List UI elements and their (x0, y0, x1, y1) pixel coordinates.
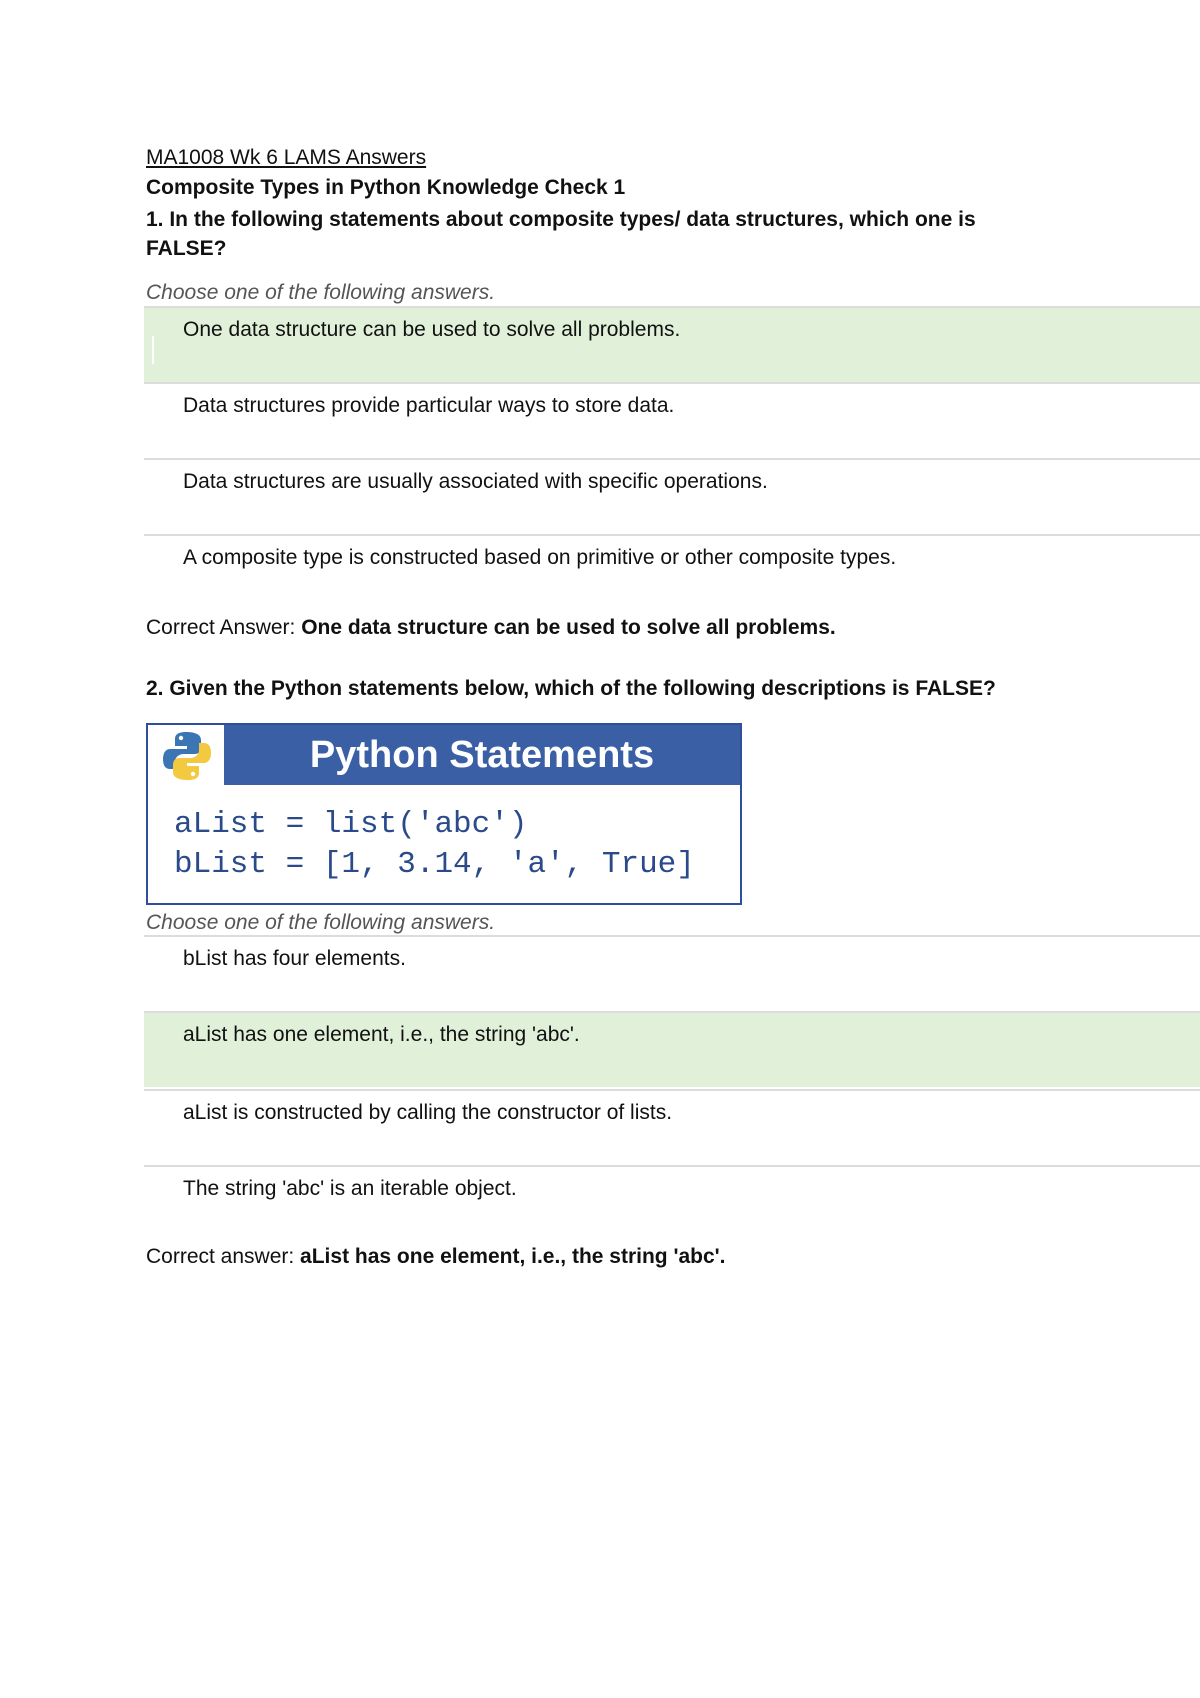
q1-option-1-label: One data structure can be used to solve all problems. (183, 318, 681, 341)
answer-value: aList has one element, i.e., the string 'abc'. (300, 1245, 726, 1268)
question-2-instruction: Choose one of the following answers. (146, 911, 496, 934)
question-1-instruction: Choose one of the following answers. (146, 281, 496, 304)
q2-option-2-label: aList has one element, i.e., the string 'abc'. (183, 1023, 580, 1046)
question-1-text: 1. In the following statements about composite types/ data structures, which one is FALSE? (146, 208, 976, 260)
question-2-correct-answer (146, 1245, 725, 1269)
q2-option-4-label: The string 'abc' is an iterable object. (183, 1177, 517, 1200)
q1-option-2-label: Data structures provide particular ways to store data. (183, 394, 675, 417)
document-title: MA1008 Wk 6 LAMS Answers (146, 146, 427, 169)
question-1-correct-answer (146, 616, 836, 640)
q1-option-3-label: Data structures are usually associated with specific operations. (183, 470, 768, 493)
python-logo-icon (160, 729, 214, 783)
answer-value: One data structure can be used to solve all problems. (301, 616, 836, 639)
q2-option-4[interactable] (144, 1165, 1200, 1241)
q2-option-1[interactable] (144, 935, 1200, 1011)
code-line-1: aList = list('abc') (174, 807, 528, 842)
q2-option-2[interactable] (144, 1011, 1200, 1087)
q1-option-2[interactable] (144, 382, 1200, 458)
q1-option-3[interactable] (144, 458, 1200, 534)
q1-option-4-label: A composite type is constructed based on primitive or other composite types. (183, 546, 897, 569)
selected-marker (152, 336, 154, 364)
q1-option-4[interactable] (144, 534, 1200, 610)
quiz-subtitle: Composite Types in Python Knowledge Check 1 (146, 176, 626, 199)
q1-option-1[interactable] (144, 306, 1200, 382)
python-code-panel (146, 723, 742, 905)
q2-option-3-label: aList is constructed by calling the constructor of lists. (183, 1101, 673, 1124)
question-2-text: 2. Given the Python statements below, which of the following descriptions is FALSE? (146, 677, 996, 700)
code-panel-title: Python Statements (309, 734, 655, 776)
answer-label: Correct answer: (146, 1245, 301, 1268)
answer-label: Correct Answer: (146, 616, 302, 639)
q2-option-1-label: bList has four elements. (183, 947, 406, 970)
code-panel-header (224, 725, 740, 785)
q2-option-3[interactable] (144, 1089, 1200, 1165)
code-line-2: bList = [1, 3.14, 'a', True] (174, 847, 695, 882)
